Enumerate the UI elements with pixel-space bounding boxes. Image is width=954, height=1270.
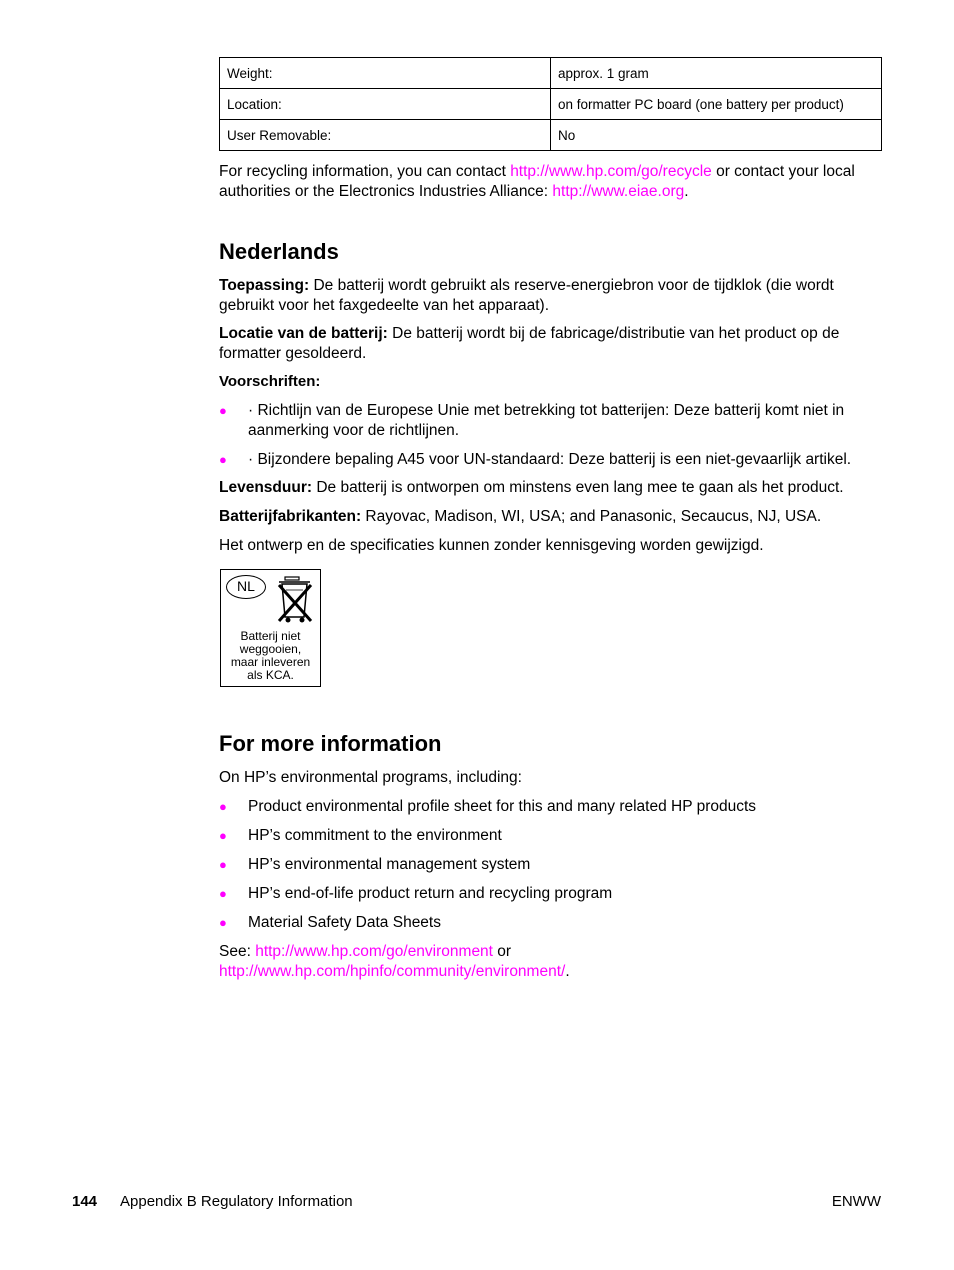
- levensduur-paragraph: [219, 478, 884, 498]
- bullet-icon: ●: [219, 799, 227, 814]
- ontwerp-paragraph: Het ontwerp en de specificaties kunnen zonder kennisgeving worden gewijzigd.: [219, 537, 764, 554]
- table-cell-label: User Removable:: [220, 120, 551, 151]
- list-item-text: Product environmental profile sheet for this and many related HP products: [248, 798, 757, 815]
- list-item-text: HP’s end-of-life product return and recycling program: [248, 885, 613, 902]
- table-cell-value: on formatter PC board (one battery per product): [551, 89, 882, 120]
- recycling-paragraph: [219, 162, 884, 201]
- table-row: [220, 58, 882, 89]
- voorschriften-label: Voorschriften:: [219, 373, 321, 390]
- bullet-icon: ●: [219, 915, 227, 930]
- section-heading-nederlands: Nederlands: [219, 239, 339, 264]
- recycling-text: or contact your local authorities or the Electronics Industries Alliance:: [219, 163, 855, 200]
- toepassing-label: Toepassing:: [219, 277, 310, 294]
- table-row: [220, 89, 882, 120]
- logo-caption-line: maar inleveren: [230, 655, 311, 669]
- bullet-icon: ●: [219, 452, 227, 467]
- crossed-bin-icon: [276, 575, 316, 627]
- voorschriften-paragraph: [219, 372, 884, 392]
- logo-caption-line: Batterij niet: [240, 629, 301, 643]
- logo-caption: [221, 630, 320, 682]
- locatie-paragraph: [219, 324, 884, 363]
- or-text: or: [493, 943, 512, 960]
- end-text: .: [565, 962, 570, 980]
- locatie-label: Locatie van de batterij:: [219, 325, 388, 342]
- community-environment-link[interactable]: http://www.hp.com/hpinfo/community/environment/: [219, 962, 566, 980]
- section-heading-more-info: For more information: [219, 731, 442, 756]
- see-paragraph: [219, 942, 819, 981]
- list-item-text: · Richtlijn van de Europese Unie met betrekking tot batterijen: Deze batterij komt niet in aanmerking voor de richtlijnen.: [248, 402, 845, 439]
- environment-link[interactable]: http://www.hp.com/go/environment: [255, 943, 493, 960]
- recycling-text: .: [684, 182, 689, 200]
- page-number: 144: [72, 1193, 98, 1210]
- nl-badge: NL: [226, 575, 266, 599]
- logo-caption-line: als KCA.: [247, 668, 294, 682]
- more-info-intro: On HP’s environmental programs, including:: [219, 769, 522, 786]
- list-item-text: Material Safety Data Sheets: [248, 914, 441, 931]
- battery-disposal-logo: [220, 569, 321, 687]
- table-row: [220, 120, 882, 151]
- bullet-icon: ●: [219, 403, 227, 418]
- fabrikanten-label: Batterijfabrikanten:: [219, 508, 362, 525]
- footer-section: Appendix B Regulatory Information: [120, 1193, 353, 1210]
- fabrikanten-paragraph: [219, 507, 884, 527]
- list-item-text: · Bijzondere bepaling A45 voor UN-standaard: Deze batterij is een niet-gevaarlijk artikel.: [248, 451, 852, 468]
- table-cell-value: approx. 1 gram: [551, 58, 882, 89]
- fabrikanten-text: Rayovac, Madison, WI, USA; and Panasonic, Secaucus, NJ, USA.: [361, 508, 822, 525]
- see-text: See:: [219, 943, 256, 960]
- eiae-link[interactable]: http://www.eiae.org: [552, 182, 685, 200]
- levensduur-label: Levensduur:: [219, 479, 313, 496]
- bullet-icon: ●: [219, 828, 227, 843]
- list-item-text: HP’s commitment to the environment: [248, 827, 502, 844]
- list-item-text: HP’s environmental management system: [248, 856, 531, 873]
- locatie-text: De batterij wordt bij de fabricage/distributie van het product op de formatter gesoldeerd.: [219, 325, 840, 362]
- recycle-link[interactable]: http://www.hp.com/go/recycle: [510, 163, 712, 180]
- table-cell-label: Weight:: [220, 58, 551, 89]
- logo-caption-line: weggooien,: [239, 642, 302, 656]
- toepassing-text: De batterij wordt gebruikt als reserve-energiebron voor de tijdklok (die wordt gebruikt voor het faxgedeelte van het apparaat).: [219, 277, 834, 314]
- footer-enww: ENWW: [831, 1193, 881, 1210]
- table-cell-label: Location:: [220, 89, 551, 120]
- bullet-icon: ●: [219, 886, 227, 901]
- battery-spec-table: [219, 57, 882, 151]
- bullet-icon: ●: [219, 857, 227, 872]
- recycling-text: For recycling information, you can contact: [219, 163, 511, 180]
- toepassing-paragraph: [219, 276, 884, 315]
- table-cell-value: No: [551, 120, 882, 151]
- levensduur-text: De batterij is ontworpen om minstens even lang mee te gaan als het product.: [312, 479, 844, 496]
